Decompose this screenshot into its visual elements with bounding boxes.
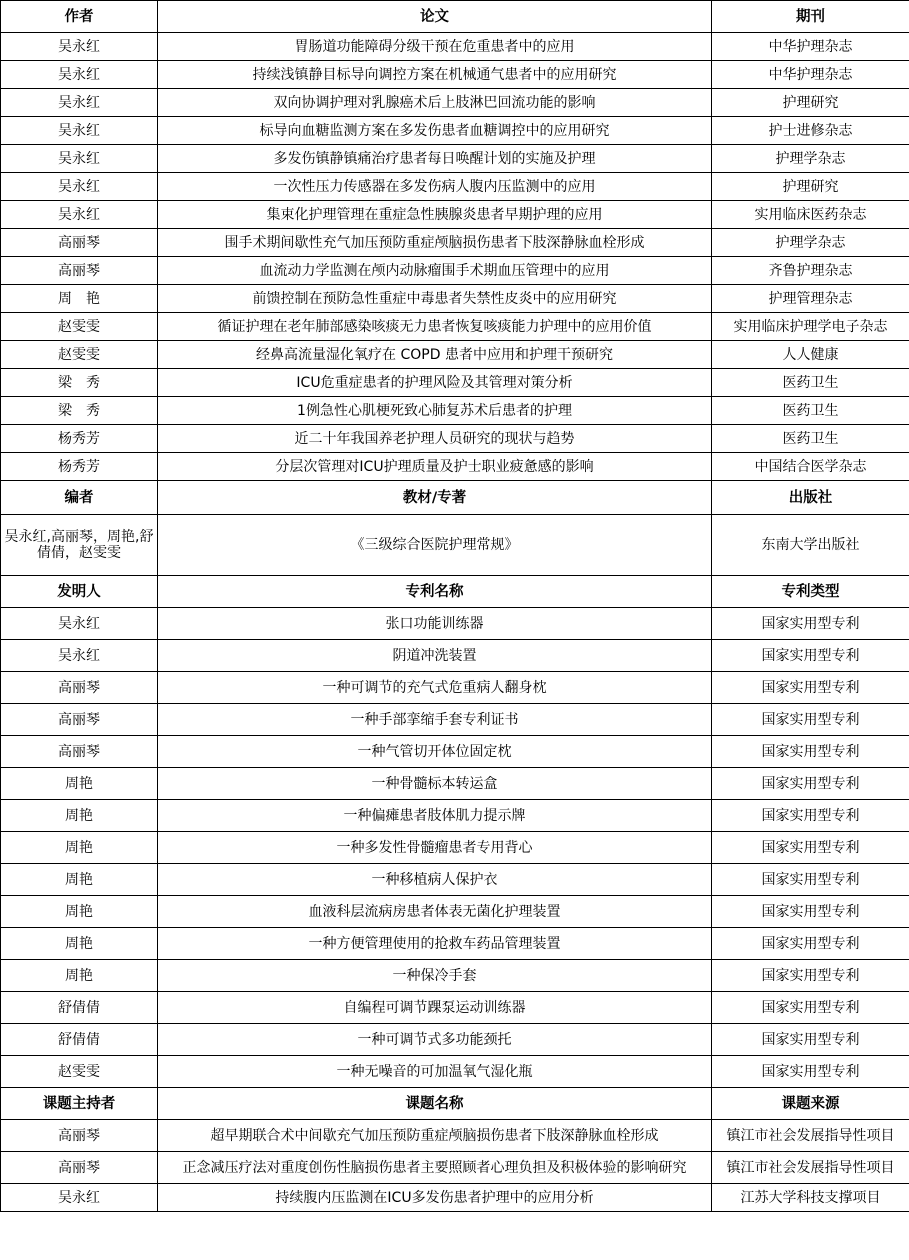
patent-row <box>1 864 909 896</box>
patent-row <box>1 672 909 704</box>
patent-cell-c2: 一种气管切开体位固定枕 <box>158 736 712 768</box>
paper-row <box>1 117 909 145</box>
paper-cell-c1: 高丽琴 <box>1 257 158 285</box>
paper-cell-c1: 赵雯雯 <box>1 313 158 341</box>
paper-cell-c1: 吴永红 <box>1 33 158 61</box>
patent-cell-c1: 舒倩倩 <box>1 1024 158 1056</box>
book-header-c2: 教材/专著 <box>158 481 712 515</box>
paper-cell-c3: 中国结合医学杂志 <box>712 453 909 481</box>
patent-row <box>1 896 909 928</box>
patent-cell-c1: 周艳 <box>1 768 158 800</box>
paper-cell-c2: 前馈控制在预防急性重症中毒患者失禁性皮炎中的应用研究 <box>158 285 712 313</box>
paper-cell-c1: 周 艳 <box>1 285 158 313</box>
paper-cell-c3: 中华护理杂志 <box>712 33 909 61</box>
paper-row <box>1 453 909 481</box>
paper-row <box>1 201 909 229</box>
paper-cell-c3: 护士进修杂志 <box>712 117 909 145</box>
patent-cell-c2: 一种方便管理使用的抢救车药品管理装置 <box>158 928 712 960</box>
paper-row <box>1 257 909 285</box>
paper-row <box>1 313 909 341</box>
patent-cell-c3: 国家实用型专利 <box>712 896 909 928</box>
patent-cell-c1: 赵雯雯 <box>1 1056 158 1088</box>
patent-cell-c1: 周艳 <box>1 960 158 992</box>
patent-cell-c1: 吴永红 <box>1 640 158 672</box>
paper-cell-c3: 中华护理杂志 <box>712 61 909 89</box>
patent-cell-c2: 一种骨髓标本转运盒 <box>158 768 712 800</box>
paper-cell-c3: 人人健康 <box>712 341 909 369</box>
patent-cell-c3: 国家实用型专利 <box>712 1024 909 1056</box>
paper-cell-c1: 吴永红 <box>1 89 158 117</box>
patent-cell-c1: 吴永红 <box>1 608 158 640</box>
patent-row <box>1 960 909 992</box>
paper-cell-c3: 护理研究 <box>712 89 909 117</box>
paper-row <box>1 61 909 89</box>
book-header-c1: 编者 <box>1 481 158 515</box>
book-cell-c2: 《三级综合医院护理常规》 <box>158 515 712 576</box>
book-cell-c3: 东南大学出版社 <box>712 515 909 576</box>
patent-cell-c3: 国家实用型专利 <box>712 672 909 704</box>
patent-cell-c1: 高丽琴 <box>1 704 158 736</box>
paper-cell-c2: 双向协调护理对乳腺癌术后上肢淋巴回流功能的影响 <box>158 89 712 117</box>
paper-cell-c2: 胃肠道功能障碍分级干预在危重患者中的应用 <box>158 33 712 61</box>
project-cell-c2: 持续腹内压监测在ICU多发伤患者护理中的应用分析 <box>158 1184 712 1212</box>
paper-cell-c1: 高丽琴 <box>1 229 158 257</box>
paper-cell-c2: 标导向血糖监测方案在多发伤患者血糖调控中的应用研究 <box>158 117 712 145</box>
paper-cell-c2: 持续浅镇静目标导向调控方案在机械通气患者中的应用研究 <box>158 61 712 89</box>
paper-cell-c2: 经鼻高流量湿化氧疗在 COPD 患者中应用和护理干预研究 <box>158 341 712 369</box>
patent-cell-c3: 国家实用型专利 <box>712 800 909 832</box>
paper-cell-c3: 医药卫生 <box>712 369 909 397</box>
patent-row <box>1 1056 909 1088</box>
patent-cell-c1: 高丽琴 <box>1 672 158 704</box>
patent-cell-c2: 一种移植病人保护衣 <box>158 864 712 896</box>
paper-cell-c2: 一次性压力传感器在多发伤病人腹内压监测中的应用 <box>158 173 712 201</box>
project-section-header <box>1 1088 909 1120</box>
patent-cell-c1: 周艳 <box>1 896 158 928</box>
project-cell-c1: 高丽琴 <box>1 1152 158 1184</box>
paper-cell-c3: 齐鲁护理杂志 <box>712 257 909 285</box>
paper-cell-c3: 护理学杂志 <box>712 229 909 257</box>
paper-row <box>1 229 909 257</box>
patent-row <box>1 704 909 736</box>
project-cell-c3: 镇江市社会发展指导性项目 <box>712 1152 909 1184</box>
book-header-c3: 出版社 <box>712 481 909 515</box>
patent-header-c3: 专利类型 <box>712 576 909 608</box>
project-cell-c3: 镇江市社会发展指导性项目 <box>712 1120 909 1152</box>
paper-row <box>1 89 909 117</box>
patent-cell-c2: 一种手部挛缩手套专利证书 <box>158 704 712 736</box>
paper-cell-c2: 1例急性心肌梗死致心肺复苏术后患者的护理 <box>158 397 712 425</box>
patent-row <box>1 1024 909 1056</box>
paper-cell-c2: 循证护理在老年肺部感染咳痰无力患者恢复咳痰能力护理中的应用价值 <box>158 313 712 341</box>
book-row <box>1 515 909 576</box>
patent-header-c2: 专利名称 <box>158 576 712 608</box>
paper-row <box>1 341 909 369</box>
paper-cell-c2: 分层次管理对ICU护理质量及护士职业疲惫感的影响 <box>158 453 712 481</box>
paper-header-c1: 作者 <box>1 1 158 33</box>
paper-cell-c2: 集束化护理管理在重症急性胰腺炎患者早期护理的应用 <box>158 201 712 229</box>
paper-header-c3: 期刊 <box>712 1 909 33</box>
patent-cell-c3: 国家实用型专利 <box>712 992 909 1024</box>
patent-cell-c2: 一种多发性骨髓瘤患者专用背心 <box>158 832 712 864</box>
paper-header-c2: 论文 <box>158 1 712 33</box>
patent-cell-c3: 国家实用型专利 <box>712 1056 909 1088</box>
project-row <box>1 1184 909 1212</box>
patent-cell-c3: 国家实用型专利 <box>712 608 909 640</box>
patent-cell-c2: 血液科层流病房患者体表无菌化护理装置 <box>158 896 712 928</box>
patent-row <box>1 928 909 960</box>
patent-cell-c2: 一种偏瘫患者肢体肌力提示牌 <box>158 800 712 832</box>
patent-row <box>1 736 909 768</box>
patent-cell-c3: 国家实用型专利 <box>712 736 909 768</box>
patent-cell-c2: 一种保冷手套 <box>158 960 712 992</box>
patent-cell-c2: 阴道冲洗装置 <box>158 640 712 672</box>
paper-cell-c1: 吴永红 <box>1 61 158 89</box>
patent-cell-c3: 国家实用型专利 <box>712 704 909 736</box>
paper-cell-c1: 杨秀芳 <box>1 453 158 481</box>
patent-row <box>1 800 909 832</box>
paper-row <box>1 397 909 425</box>
paper-row <box>1 425 909 453</box>
paper-cell-c1: 梁 秀 <box>1 397 158 425</box>
patent-cell-c1: 周艳 <box>1 832 158 864</box>
patent-cell-c3: 国家实用型专利 <box>712 960 909 992</box>
patent-cell-c1: 周艳 <box>1 928 158 960</box>
project-row <box>1 1152 909 1184</box>
paper-cell-c1: 吴永红 <box>1 173 158 201</box>
patent-cell-c2: 张口功能训练器 <box>158 608 712 640</box>
patent-row <box>1 768 909 800</box>
paper-cell-c2: ICU危重症患者的护理风险及其管理对策分析 <box>158 369 712 397</box>
paper-cell-c2: 血流动力学监测在颅内动脉瘤围手术期血压管理中的应用 <box>158 257 712 285</box>
patent-cell-c1: 周艳 <box>1 864 158 896</box>
project-header-c1: 课题主持者 <box>1 1088 158 1120</box>
project-cell-c3: 江苏大学科技支撑项目 <box>712 1184 909 1212</box>
patent-section-header <box>1 576 909 608</box>
paper-cell-c3: 实用临床护理学电子杂志 <box>712 313 909 341</box>
paper-cell-c3: 实用临床医药杂志 <box>712 201 909 229</box>
patent-cell-c2: 自编程可调节踝泵运动训练器 <box>158 992 712 1024</box>
paper-cell-c1: 杨秀芳 <box>1 425 158 453</box>
patent-cell-c2: 一种无噪音的可加温氧气湿化瓶 <box>158 1056 712 1088</box>
project-header-c2: 课题名称 <box>158 1088 712 1120</box>
paper-row <box>1 369 909 397</box>
paper-row <box>1 145 909 173</box>
paper-cell-c3: 医药卫生 <box>712 397 909 425</box>
patent-cell-c3: 国家实用型专利 <box>712 928 909 960</box>
paper-cell-c3: 护理管理杂志 <box>712 285 909 313</box>
paper-cell-c1: 吴永红 <box>1 117 158 145</box>
paper-cell-c1: 吴永红 <box>1 145 158 173</box>
paper-cell-c1: 赵雯雯 <box>1 341 158 369</box>
patent-row <box>1 992 909 1024</box>
patent-cell-c1: 周艳 <box>1 800 158 832</box>
paper-cell-c1: 吴永红 <box>1 201 158 229</box>
patent-row <box>1 640 909 672</box>
paper-section-header <box>1 1 909 33</box>
patent-row <box>1 832 909 864</box>
patent-header-c1: 发明人 <box>1 576 158 608</box>
paper-cell-c2: 近二十年我国养老护理人员研究的现状与趋势 <box>158 425 712 453</box>
patent-cell-c2: 一种可调节式多功能颈托 <box>158 1024 712 1056</box>
paper-row <box>1 173 909 201</box>
project-header-c3: 课题来源 <box>712 1088 909 1120</box>
patent-cell-c3: 国家实用型专利 <box>712 864 909 896</box>
paper-cell-c2: 围手术期间歇性充气加压预防重症颅脑损伤患者下肢深静脉血栓形成 <box>158 229 712 257</box>
records-table-body <box>1 1 909 1212</box>
patent-cell-c1: 舒倩倩 <box>1 992 158 1024</box>
project-cell-c1: 吴永红 <box>1 1184 158 1212</box>
patent-cell-c2: 一种可调节的充气式危重病人翻身枕 <box>158 672 712 704</box>
paper-cell-c1: 梁 秀 <box>1 369 158 397</box>
patent-cell-c3: 国家实用型专利 <box>712 832 909 864</box>
patent-cell-c3: 国家实用型专利 <box>712 640 909 672</box>
project-cell-c2: 正念减压疗法对重度创伤性脑损伤患者主要照顾者心理负担及积极体验的影响研究 <box>158 1152 712 1184</box>
paper-cell-c3: 护理学杂志 <box>712 145 909 173</box>
project-cell-c2: 超早期联合术中间歇充气加压预防重症颅脑损伤患者下肢深静脉血栓形成 <box>158 1120 712 1152</box>
book-section-header <box>1 481 909 515</box>
book-cell-c1: 吴永红,高丽琴，周艳,舒倩倩，赵雯雯 <box>1 515 158 576</box>
paper-cell-c3: 护理研究 <box>712 173 909 201</box>
patent-cell-c1: 高丽琴 <box>1 736 158 768</box>
project-row <box>1 1120 909 1152</box>
project-cell-c1: 高丽琴 <box>1 1120 158 1152</box>
paper-row <box>1 33 909 61</box>
paper-cell-c3: 医药卫生 <box>712 425 909 453</box>
paper-row <box>1 285 909 313</box>
paper-cell-c2: 多发伤镇静镇痛治疗患者每日唤醒计划的实施及护理 <box>158 145 712 173</box>
patent-row <box>1 608 909 640</box>
patent-cell-c3: 国家实用型专利 <box>712 768 909 800</box>
